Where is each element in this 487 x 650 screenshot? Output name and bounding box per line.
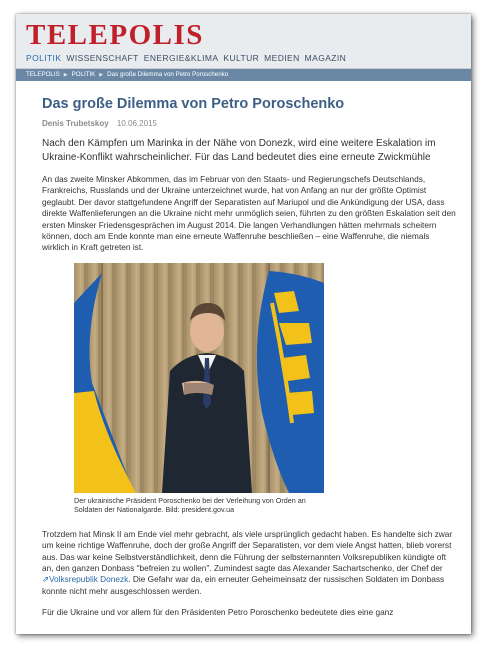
page-frame — [16, 14, 471, 634]
article-photo — [74, 263, 324, 493]
nav-item-energie-klima[interactable]: ENERGIE&KLIMA — [143, 53, 219, 63]
article-title: Das große Dilemma von Petro Poroschenko — [42, 96, 345, 112]
chevron-right-icon: ▶ — [99, 72, 104, 78]
article — [16, 95, 471, 619]
chevron-right-icon: ▶ — [63, 72, 68, 78]
poroschenko-photo-illustration — [74, 263, 324, 493]
site-logo[interactable]: TELEPOLIS — [26, 19, 204, 51]
article-figure — [74, 263, 324, 515]
masthead — [16, 14, 471, 69]
photo-caption: Der ukrainische Präsident Poroschenko bei der Verleihung von Orden an Soldaten der Nationalgarde. Bild: president.gov.ua — [74, 495, 306, 515]
volksrepublik-donezk-link[interactable]: Volksrepublik Donezk — [48, 574, 129, 585]
paragraph-2-text-start: Trotzdem hat Minsk II am Ende viel mehr gebracht, als viele ursprünglich gedacht haben. Es handelte sich zwar um keine richtige Waffenruhe, doch der große Angriff der Separatisten, vor dem viele Angst hatten, blieb vorerst aus. Das war keine Selbstverständlichkeit, denn die Führung der selbsternannten Volksrepubliken kündigte oft an, den ganzen Donbass "befreien zu wollen". Zumindest sagte das Alexander Sachartschenko, der Chef der — [42, 528, 453, 574]
nav-item-kultur[interactable]: KULTUR — [223, 53, 260, 63]
article-date: 10.06.2015 — [116, 119, 157, 128]
nav-item-medien[interactable]: MEDIEN — [264, 53, 300, 63]
article-paragraph-3: Für die Ukraine und vor allem für den Präsidenten Petro Poroschenko bedeutete dies eine ganz — [42, 607, 394, 618]
nav-item-wissenschaft[interactable]: WISSENSCHAFT — [66, 53, 139, 63]
external-link-icon: ⇗ — [42, 574, 49, 585]
breadcrumb — [16, 69, 471, 81]
breadcrumb-item-telepolis[interactable]: TELEPOLIS — [26, 71, 60, 78]
nav-item-magazin[interactable]: MAGAZIN — [304, 53, 347, 63]
article-author[interactable]: Denis Trubetskoy — [42, 119, 109, 128]
article-paragraph-1: An das zweite Minsker Abkommen, das im Februar von den Staats- und Regierungschefs Deutschlands, Frankreichs, Russlands und der Ukraine unterzeichnet wurde, hat von Anfang an nur der größte Optimist geglaubt. Der davor stattgefundene Angriff der Separatisten auf Mariupol und die Ankündigung der USA, dass direkte Waffenlieferungen an die Ukraine nicht mehr unmöglich seien, führten zu den größten Eskalation seit den ersten Minsker Friedensgesprächen im August 2014. Die langen Verhandlungen hätten mehrmals scheitern können, doch am Ende konnte man eine erneute Waffenruhe beschließen – eine Waffenruhe, die niemals wirklich in Kraft getreten ist. — [42, 174, 456, 253]
nav-item-politik[interactable]: POLITIK — [26, 53, 62, 63]
paragraph-2-text-end: . Die Gefahr war da, ein erneuter Geheimeinsatz der russischen Soldaten im Donbass konnte nicht mehr ausgeschlossen werden. — [42, 574, 445, 596]
breadcrumb-item-politik[interactable]: POLITIK — [71, 71, 96, 78]
byline — [42, 119, 457, 128]
main-nav — [26, 53, 346, 63]
breadcrumb-item-current: Das große Dilemma von Petro Poroschenko — [107, 71, 229, 78]
article-lead: Nach den Kämpfen um Marinka in der Nähe von Donezk, wird eine weitere Eskalation im Ukraine-Konflikt wahrscheinlicher. Für das Land bedeutet dies eine erneute Zwickmühle — [42, 138, 436, 163]
article-paragraph-2 — [42, 529, 457, 597]
